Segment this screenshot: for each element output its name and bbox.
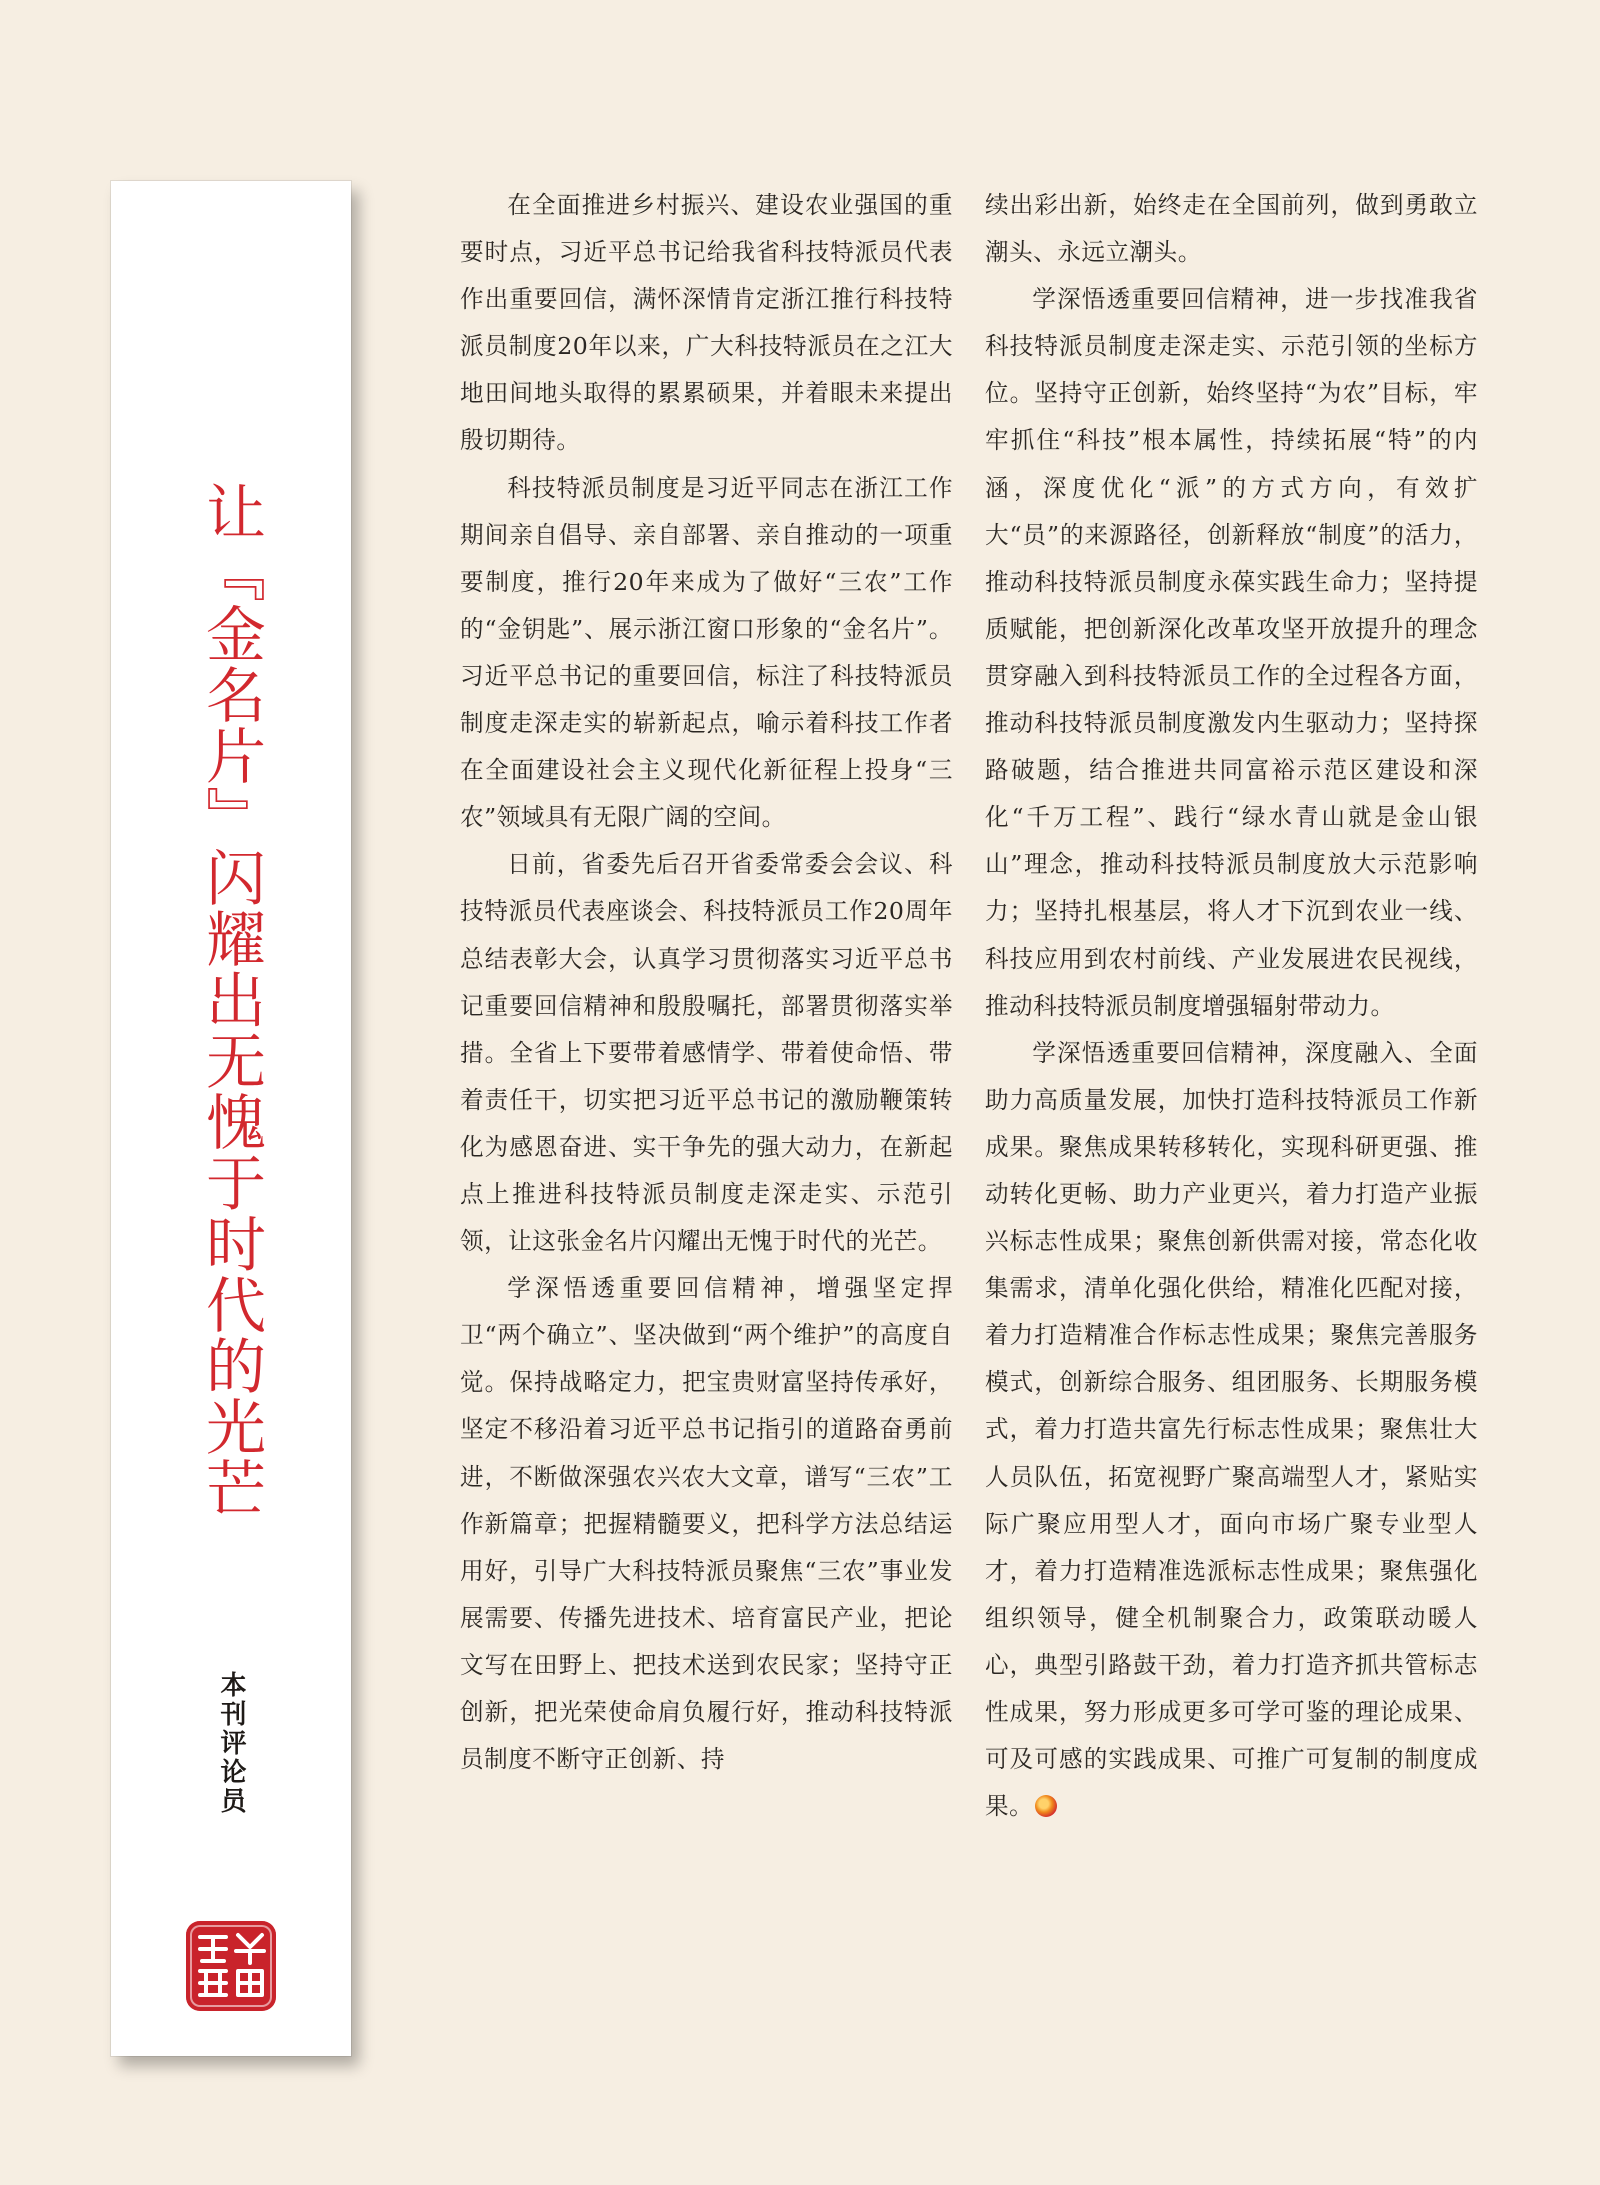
article-paragraph: 在全面推进乡村振兴、建设农业强国的重要时点，习近平总书记给我省科技特派员代表作出重要回信，满怀深情肯定浙江推行科技特派员制度20年以来，广大科技特派员在之江大地田间地头取得的累累硕果，并着眼未来提出殷切期待。	[460, 191, 953, 455]
article-column-left	[460, 182, 953, 1783]
article-paragraph: 科技特派员制度是习近平同志在浙江工作期间亲自倡导、亲自部署、亲自推动的一项重要制度，推行20年来成为了做好“三农”工作的“金钥匙”、展示浙江窗口形象的“金名片”。习近平总书记的重要回信，标注了科技特派员制度走深走实的崭新起点，喻示着科技工作者在全面建设社会主义现代化新征程上投身“三农”领域具有无限广阔的空间。	[460, 473, 953, 832]
byline: 本刊评论员	[216, 1671, 246, 1816]
headline-container	[111, 481, 351, 1518]
article-paragraph-text: 学深悟透重要回信精神，深度融入、全面助力高质量发展，加快打造科技特派员工作新成果。聚焦成果转移转化，实现科研更强、推动转化更畅、助力产业更兴，着力打造产业振兴标志性成果；聚焦创新供需对接，常态化收集需求，清单化强化供给，精准化匹配对接，着力打造精准合作标志性成果；聚焦完善服务模式，创新综合服务、组团服务、长期服务模式，着力打造共富先行标志性成果；聚焦壮大人员队伍，拓宽视野广聚高端型人才，紧贴实际广聚应用型人才，面向市场广聚专业型人才，着力打造精准选派标志性成果；聚焦强化组织领导，健全机制聚合力，政策联动暖人心，典型引路鼓干劲，着力打造齐抓共管标志性成果，努力形成更多可学可鉴的理论成果、可及可感的实践成果、可推广可复制的制度成果。	[985, 1038, 1478, 1821]
article-paragraph: 学深悟透重要回信精神，增强坚定捍卫“两个确立”、坚决做到“两个维护”的高度自觉。保持战略定力，把宝贵财富坚持传承好，坚定不移沿着习近平总书记指引的道路奋勇前进，不断做深强农兴农大文章，谱写“三农”工作新篇章；把握精髓要义，把科学方法总结运用好，引导广大科技特派员聚焦“三农”事业发展需要、传播先进技术、培育富民产业，把论文写在田野上、把技术送到农民家；坚持守正创新，把光荣使命肩负履行好，推动科技特派员制度不断守正创新、持	[460, 1274, 953, 1774]
seal-stamp-icon	[186, 1921, 276, 2011]
byline-container	[111, 1671, 351, 1816]
article-column-right	[985, 182, 1478, 1830]
title-panel	[111, 181, 351, 2056]
article-paragraph-final	[985, 1030, 1478, 1831]
article-paragraph-continued: 续出彩出新，始终走在全国前列，做到勇敢立潮头、永远立潮头。	[985, 191, 1478, 267]
headline: 让『金名片』闪耀出无愧于时代的光芒	[196, 481, 266, 1518]
swirl-end-icon	[1035, 1795, 1057, 1817]
article-paragraph: 学深悟透重要回信精神，进一步找准我省科技特派员制度走深走实、示范引领的坐标方位。坚持守正创新，始终坚持“为农”目标，牢牢抓住“科技”根本属性，持续拓展“特”的内涵，深度优化“派”的方式方向，有效扩大“员”的来源路径，创新释放“制度”的活力，推动科技特派员制度永葆实践生命力；坚持提质赋能，把创新深化改革攻坚开放提升的理念贯穿融入到科技特派员工作的全过程各方面，推动科技特派员制度激发内生驱动力；坚持探路破题，结合推进共同富裕示范区建设和深化“千万工程”、践行“绿水青山就是金山银山”理念，推动科技特派员制度放大示范影响力；坚持扎根基层，将人才下沉到农业一线、科技应用到农村前线、产业发展进农民视线，推动科技特派员制度增强辐射带动力。	[985, 285, 1478, 1020]
article-paragraph: 日前，省委先后召开省委常委会会议、科技特派员代表座谈会、科技特派员工作20周年总结表彰大会，认真学习贯彻落实习近平总书记重要回信精神和殷殷嘱托，部署贯彻落实举措。全省上下要带着感情学、带着使命悟、带着责任干，切实把习近平总书记的激励鞭策转化为感恩奋进、实干争先的强大动力，在新起点上推进科技特派员制度走深走实、示范引领，让这张金名片闪耀出无愧于时代的光芒。	[460, 850, 953, 1256]
